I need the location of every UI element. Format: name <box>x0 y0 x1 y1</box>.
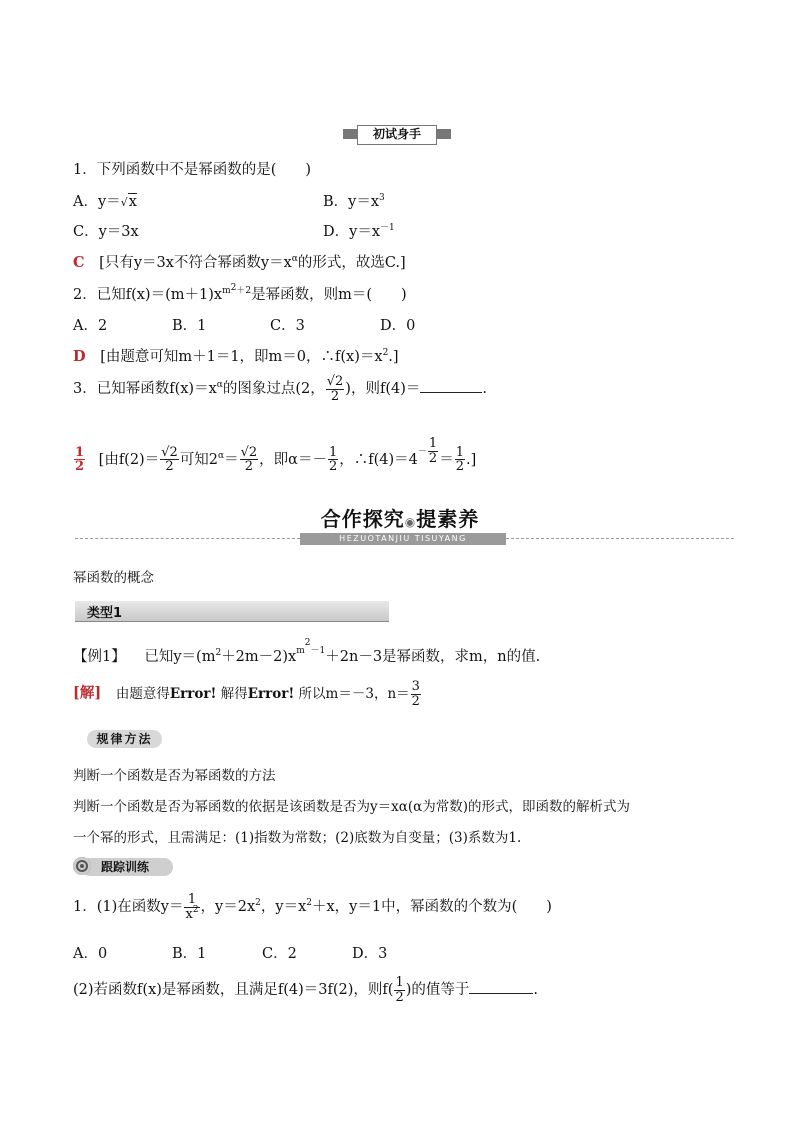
solution-label: [解] <box>73 684 102 702</box>
q2-option-c: C．3 <box>270 318 305 334</box>
q1-stem: 1．下列函数中不是幂函数的是( ) <box>73 162 312 178</box>
type-bar: 类型1 <box>75 601 389 622</box>
training-q1-option-c: C．2 <box>262 946 297 962</box>
q2-answer-letter: D <box>73 348 86 365</box>
training-q2: (2)若函数f(x)是幂函数，且满足f(4)＝3f(2)，则f( $\frac{1}{2}$ )的值等于 . <box>73 975 539 1005</box>
method-body-line2: 一个幂的形式，且需满足：(1)指数为常数；(2)底数为自变量；(3)系数为1. <box>73 830 522 846</box>
q2-answer: D [由题意可知m＋1＝1，即m＝0，$\therefore f(x)=x^2$.] <box>73 348 399 365</box>
q1-option-b: B．$y=x^3$ <box>323 193 385 210</box>
q1-answer-letter: C <box>73 254 85 271</box>
target-icon <box>73 857 91 875</box>
q1-option-c: C．y＝3x <box>73 224 139 240</box>
training-q1-option-d: D．3 <box>352 946 388 962</box>
q1-option-a: A．y＝√x <box>73 194 137 210</box>
q3-blank <box>420 380 482 393</box>
example: 【例1】 已知$y=(m^2+2m-2)x^{m^2-1}+2n-3$是幂函数，求m，n的值. <box>73 638 541 665</box>
method-pill: 规律方法 <box>87 730 162 748</box>
section-subtitle: HEZUOTANJIU TISUYANG <box>300 533 506 545</box>
q1-answer: C [只有y＝3x不符合幂函数$y=x^\alpha$的形式，故选C.] <box>73 254 406 271</box>
q3-answer: $\frac{1}{2}$ [由f(2)＝ $\frac{√2}{2}$ 可知$2^\alpha=$ $\frac{√2}{2}$ ，即α＝－ $\frac{1}{2}$ ，$\therefore f(4)=4^{- \frac{1}{2}}$ ＝ $\frac{1}{2}$ .] <box>75 436 477 475</box>
q2-option-a: A．2 <box>73 318 108 334</box>
example-label: 【例1】 <box>73 649 126 665</box>
q2-option-d: D．0 <box>380 318 416 334</box>
divider-right <box>506 538 734 539</box>
section-badge: 初试身手 <box>343 125 451 143</box>
q3-answer-fraction: $\frac{1}{2}$ <box>75 444 85 475</box>
section-title: 合作探究◉提素养 <box>320 507 480 531</box>
training-q2-blank <box>469 981 533 994</box>
q2-option-b: B．1 <box>172 318 207 334</box>
method-title: 判断一个函数是否为幂函数的方法 <box>73 768 276 784</box>
q2-stem: 2．已知$f(x)=(m+1)x^{m^2+2}$是幂函数，则m＝( ) <box>73 283 407 303</box>
q1-option-d: D．$y=x^{-1}$ <box>323 223 395 240</box>
method-body-line1: 判断一个函数是否为幂函数的依据是该函数是否为y＝xα(α为常数)的形式，即函数的解析式为 <box>73 799 631 815</box>
topic-heading: 幂函数的概念 <box>73 570 154 586</box>
divider-left <box>75 538 300 539</box>
tracking-training-header: 跟踪训练 <box>73 858 173 876</box>
solution: [解] 由题意得Error! 解得Error! 所以m＝－3，n＝ $\frac{3}{2}$ <box>73 679 420 709</box>
training-q1-option-b: B．1 <box>172 946 207 962</box>
training-q1: 1．(1)在函数y＝ $\frac{1}{x^2}$ ，$y=2x^2$，$y=x^2+x$，y＝1中，幂函数的个数为( ) <box>73 892 552 922</box>
training-q1-option-a: A．0 <box>73 946 108 962</box>
q3-stem: 3．已知幂函数$f(x)=x^\alpha$的图象过点(2， $\frac{√2}{2}$ )，则f(4)＝ . <box>73 374 487 404</box>
